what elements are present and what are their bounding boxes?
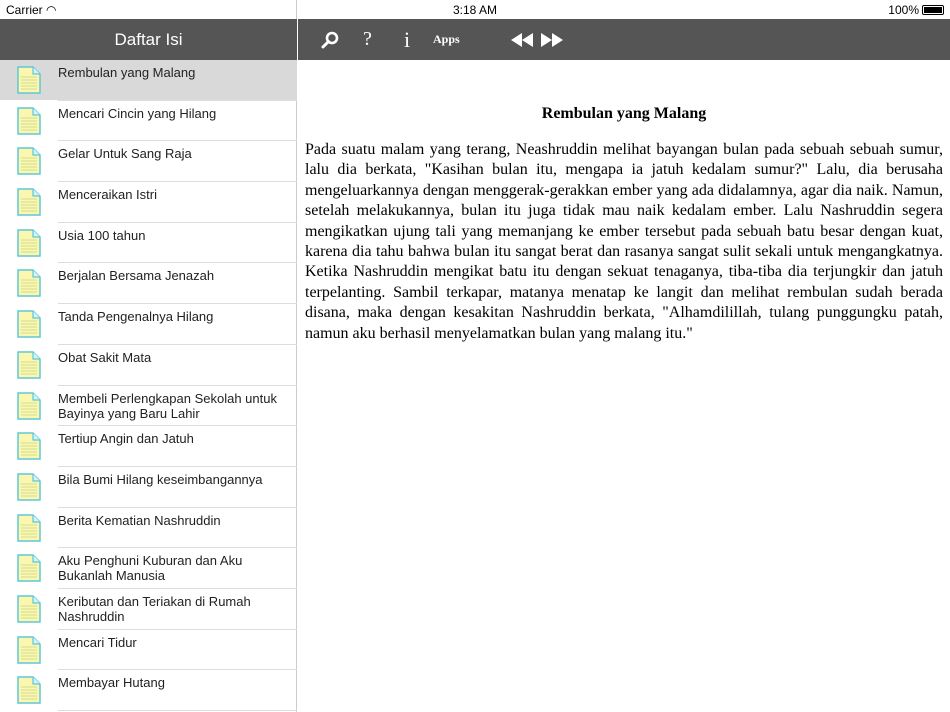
toc-item[interactable] [0, 630, 297, 671]
document-icon [17, 66, 41, 94]
document-icon [17, 636, 41, 664]
document-icon [17, 107, 41, 135]
battery-percent: 100% [888, 3, 919, 17]
toc-item[interactable] [0, 345, 297, 386]
toc-item-label: Gelar Untuk Sang Raja [58, 146, 192, 162]
document-icon [17, 676, 41, 704]
toc-item[interactable] [0, 101, 297, 142]
document-icon [17, 188, 41, 216]
toc-item-label: Menceraikan Istri [58, 187, 157, 203]
info-button[interactable]: i [404, 26, 411, 52]
sidebar [0, 0, 297, 712]
toolbar [298, 19, 950, 60]
toc-item-label: Keributan dan Teriakan di Rumah Nashruddin [58, 593, 251, 624]
fast-forward-icon [540, 32, 564, 48]
toc-item[interactable] [0, 589, 297, 630]
toc-item[interactable] [0, 508, 297, 549]
sidebar-title: Daftar Isi [0, 19, 297, 60]
document-icon [17, 554, 41, 582]
toc-item-label: Tertiup Angin dan Jatuh [58, 431, 194, 447]
search-icon [320, 30, 340, 50]
toc-item-label: Mencari Tidur [58, 634, 137, 650]
document-icon [17, 351, 41, 379]
document-icon [17, 269, 41, 297]
previous-button[interactable] [510, 19, 534, 60]
toc-item[interactable] [0, 182, 297, 223]
article-body: Pada suatu malam yang terang, Neashruddin melihat bayangan bulan pada sebuah sebuah sumur, lalu dia berkata, "Kasihan bulan itu, mengapa ia jatuh kedalam sumur?" Lalu, dia berusaha mengeluarkannya dengan menggerak-gerakkan ember yang ada didalamnya, agar dia naik. Namun, setelah melakukannya, bulan itu juga tidak mau naik kedalam ember. Lalu Nashruddin segera mengikatkan ujung tali yang memanjang ke ember tersebut pada sebuah batu besar dengan kuat, karena dia tahu bahwa bulan itu sangat berat dan rasanya sangat sulit sekali untuk mengangkatnya. Ketika Nashruddin mengikat batu itu dengan sekuat tenaganya, tiba-tiba dia terjungkir dan jatuh terpelanting. Sambil terkapar, matanya menatap ke langit dan melihat rembulan sudah berada disana, maka dengan kesakitan Nashruddin berkata, "Alhamdilillah, tulang punggungku patah, namun aku berhasil menyelamatkan bulan yang malang itu." [305, 141, 943, 342]
toc-item-label: Berjalan Bersama Jenazah [58, 268, 215, 284]
document-icon [17, 514, 41, 542]
toc-item-label: Mencari Cincin yang Hilang [58, 105, 217, 121]
toc-item-label: Obat Sakit Mata [58, 349, 152, 365]
help-button[interactable]: ? [363, 28, 372, 50]
document-icon [17, 595, 41, 623]
document-icon [17, 473, 41, 501]
toc-item[interactable] [0, 223, 297, 264]
toc-list[interactable] [0, 60, 297, 711]
clock: 3:18 AM [452, 3, 498, 17]
toc-item[interactable] [0, 467, 297, 508]
toc-item-label: Membayar Hutang [58, 675, 165, 691]
toc-item[interactable] [0, 263, 297, 304]
toc-item-label: Aku Penghuni Kuburan dan Aku Bukanlah Manusia [58, 553, 243, 584]
toc-item-label: Bila Bumi Hilang keseimbangannya [58, 471, 263, 487]
apps-button[interactable]: Apps [433, 32, 460, 46]
document-icon [17, 229, 41, 257]
document-icon [17, 432, 41, 460]
toc-item[interactable] [0, 141, 297, 182]
document-icon [17, 147, 41, 175]
battery [888, 3, 944, 17]
rewind-icon [510, 32, 534, 48]
wifi-icon: ◠ [46, 3, 57, 17]
battery-icon [922, 5, 944, 15]
toc-item-label: Rembulan yang Malang [58, 65, 196, 80]
toc-item-label: Usia 100 tahun [58, 227, 146, 243]
next-button[interactable] [540, 19, 564, 60]
toc-item-label: Membeli Perlengkapan Sekolah untuk Bayinya yang Baru Lahir [58, 390, 277, 421]
toc-item[interactable] [0, 548, 297, 589]
toc-item[interactable] [0, 60, 297, 101]
carrier-label: Carrier [6, 3, 43, 17]
toc-item[interactable] [0, 670, 297, 711]
toc-item-label: Tanda Pengenalnya Hilang [58, 309, 214, 325]
article [305, 60, 943, 344]
toc-item[interactable] [0, 304, 297, 345]
toc-item[interactable] [0, 426, 297, 467]
toc-item-label: Berita Kematian Nashruddin [58, 512, 221, 528]
article-title: Rembulan yang Malang [541, 105, 707, 122]
document-icon [17, 392, 41, 420]
search-button[interactable] [320, 19, 340, 60]
document-icon [17, 310, 41, 338]
toc-item[interactable] [0, 386, 297, 427]
